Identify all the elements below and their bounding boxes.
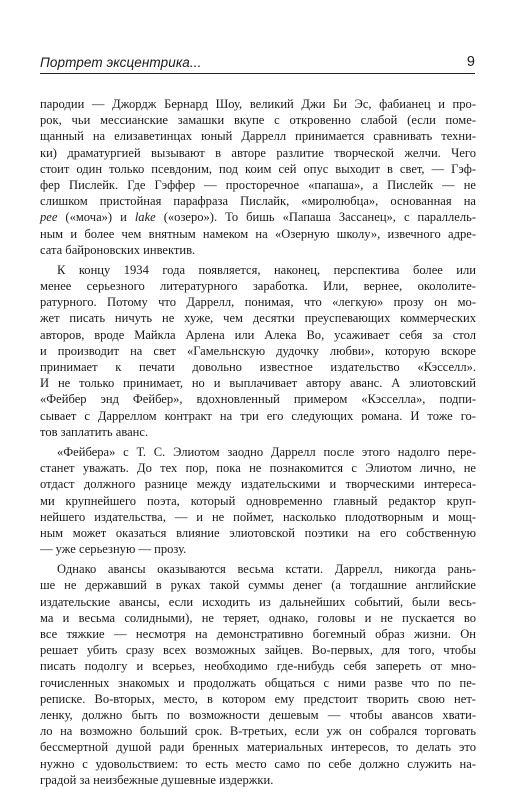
- text-line: ми крупнейшего поэта, который одновременно главный редактор круп-: [40, 493, 476, 508]
- text-line: нейшего издательства, — и не поймет, насколько плодотворным и мощ-: [40, 509, 476, 524]
- text-line: менее серьезного литературного заработка. Или, вернее, окололите-: [40, 279, 476, 294]
- text-line: нужно с удовольствием: то есть место само по себе должно служить на-: [40, 756, 476, 771]
- text-line: писать подолгу и всерьез, необходимо где-нибудь себя запереть от мно-: [40, 659, 476, 674]
- text-line: решает убить сразу всех возможных зайцев. Во-первых, для того, чтобы: [40, 643, 476, 658]
- text-line: ло на возможно больший срок. В-третьих, если уж он собрался торговать: [40, 724, 476, 739]
- text-line: реписке. Во-вторых, место, в котором ему предстоит творить свою нет-: [40, 691, 476, 706]
- text-line: ным может оказаться влияние элиотовской поэтики на его собственную: [40, 525, 476, 540]
- text-line: издательские авансы, если исходить из дальнейших событий, были весь-: [40, 594, 476, 609]
- paragraph: [40, 444, 476, 557]
- text-line: ки) драматургией вызывают в авторе разлитие творческой желчи. Чего: [40, 145, 476, 160]
- text-line: К концу 1934 года появляется, наконец, перспектива более или: [57, 262, 476, 277]
- text-line: щанный на елизаветинцах юный Даррелл принимается сравнивать техни-: [40, 129, 476, 144]
- text-line: ратурного. Потому что Даррелл, понимая, что «легкую» прозу он мо-: [40, 295, 476, 310]
- body-text: [40, 96, 476, 788]
- text-line: «Фейбера» с Т. С. Элиотом заодно Даррелл после этого надолго пере-: [57, 444, 476, 459]
- text-line: — уже серьезную — прозу.: [40, 542, 187, 557]
- text-line: все тяжкие — несмотря на демонстративно богемный образ жизни. Он: [40, 627, 476, 641]
- text-line: ленку, должно быть по возможности дешевым — чтобы авансов хвати-: [40, 707, 476, 722]
- text-line: ным и более чем внятным намеком на «Озерную школу», извечного адре-: [40, 226, 476, 241]
- text-line: принимает к печати довольно известное издательство «Кэсселл».: [40, 360, 476, 374]
- text-line: жет писать ничуть не хуже, чем десятки преуспевающих коммерческих: [40, 311, 476, 326]
- text-line: градой за неизбежные душевные издержки.: [40, 772, 274, 787]
- running-header: [40, 48, 475, 74]
- text-line: pee («моча») и lake («озеро»). То бишь «Папаша Зассанец», с параллель-: [40, 210, 476, 225]
- text-line: сывает с Дарреллом контракт на три его следующих романа. И тоже го-: [40, 408, 476, 423]
- text-line: стоит один только псевдоним, под коим сей опус выходит в свет, — Гэф-: [40, 161, 476, 176]
- text-line: рок, чьи мессианские замашки вкупе с откровенно слабой (если поме-: [40, 113, 476, 128]
- text-line: ше не державший в руках такой суммы денег (а тогдашние английские: [40, 578, 476, 593]
- text-line: отдаст должного разнице между издательскими и творческими интереса-: [40, 477, 476, 492]
- text-line: слишком пристойная парафраза Пислайк, «миролюбца», основанная на: [40, 194, 476, 209]
- text-line: станет уважать. До тех пор, пока не познакомится с Элиотом лично, не: [40, 461, 476, 476]
- text-line: Однако авансы оказываются весьма кстати. Даррелл, никогда рань-: [57, 562, 476, 577]
- text-line: гочисленных знакомых и продолжать общаться с ними разве что по пе-: [40, 675, 476, 690]
- text-line: «Фейбер энд Фейбер», вдохновленный примером «Кэсселла», подпи-: [40, 392, 476, 407]
- text-line: фер Пислейк. Где Гэффер — просторечное «папаша», а Пислейк — не: [40, 177, 476, 192]
- text-line: авторов, вроде Майкла Арлена или Алека Во, усаживает себя за стол: [40, 327, 476, 342]
- running-title: Портрет эксцентрика...: [40, 55, 202, 70]
- text-line: пародии — Джордж Бернард Шоу, великий Джи Би Эс, фабианец и про-: [40, 97, 476, 111]
- text-line: и производит на свет «Гамельнскую дудочку любви», которую вскоре: [40, 343, 476, 358]
- text-line: тов заплатить аванс.: [40, 424, 149, 439]
- paragraph: [40, 96, 476, 258]
- page-number: 9: [466, 54, 475, 70]
- paragraph: [40, 561, 476, 788]
- text-line: ма и весьма солидными), не теряет, однако, головы и не пускается во: [40, 610, 476, 625]
- paragraph: [40, 262, 476, 440]
- text-line: сата байроновских инвектив.: [40, 242, 196, 257]
- text-line: бессмертной душой ради бренных материальных интересов, то делать это: [40, 740, 476, 755]
- text-line: И не только принимает, но и выплачивает автору аванс. А элиотовский: [40, 376, 476, 391]
